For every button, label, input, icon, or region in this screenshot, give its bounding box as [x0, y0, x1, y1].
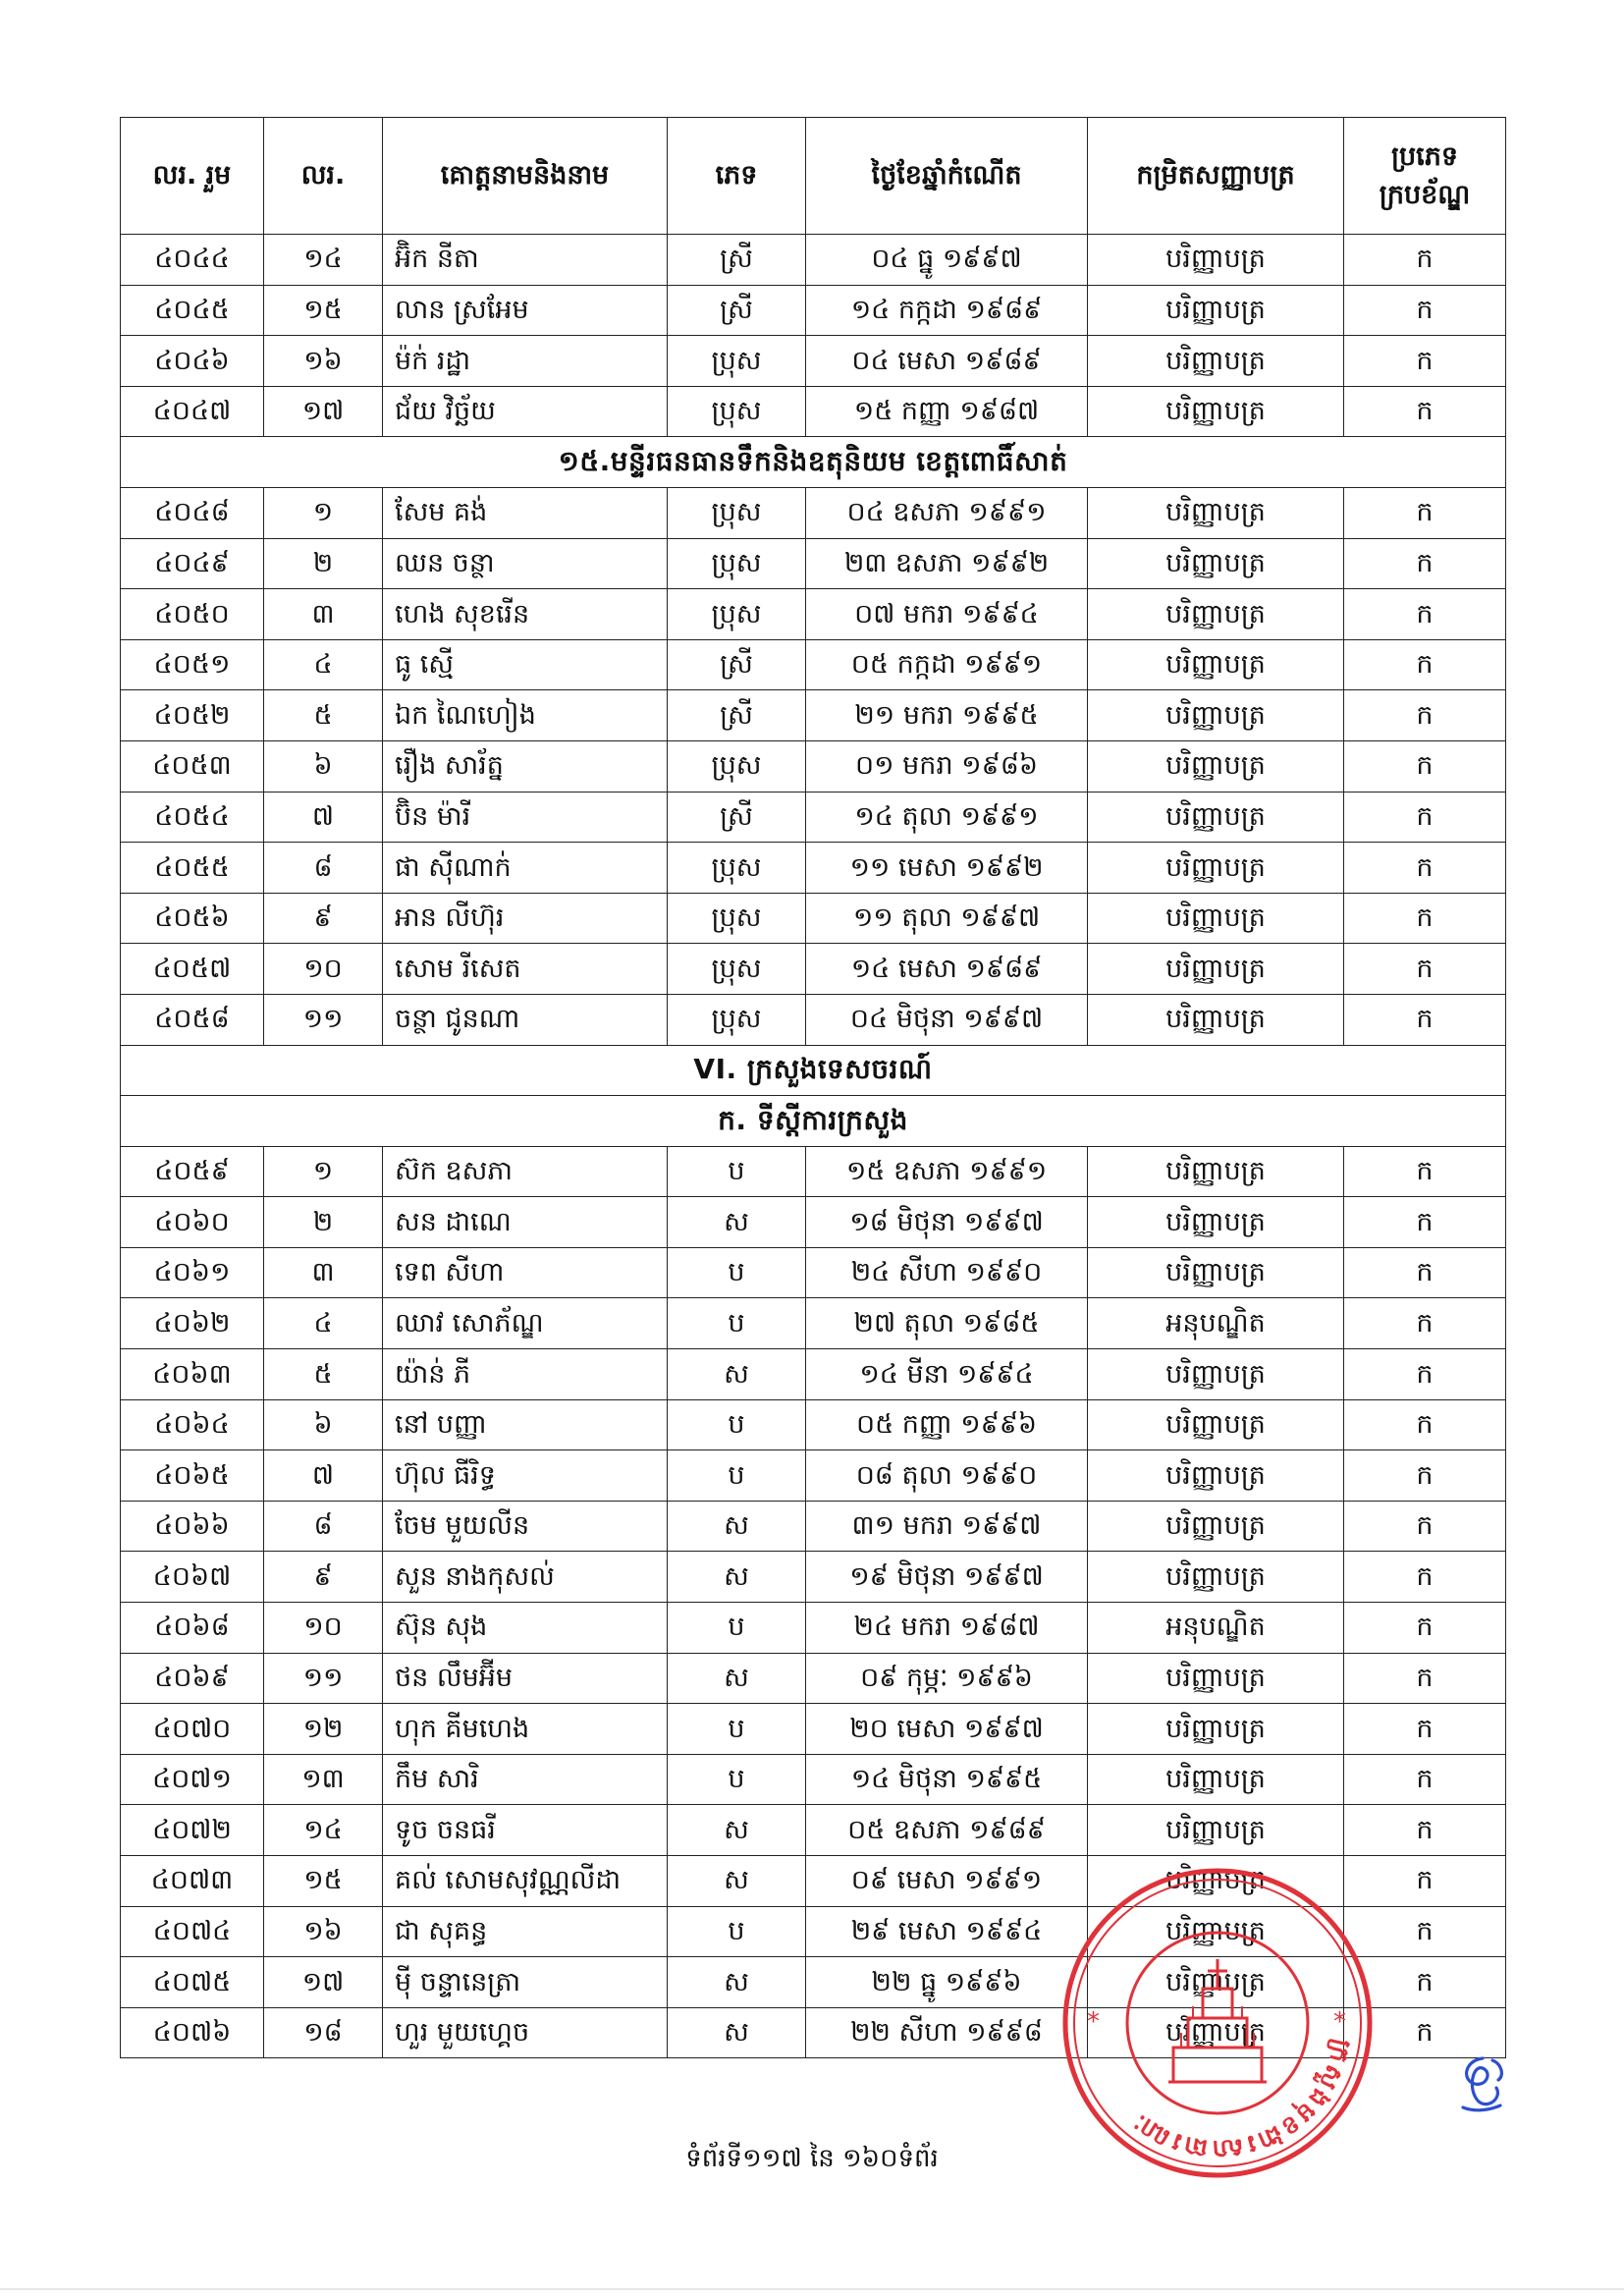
degree-cell: បរិញ្ញាបត្រ: [1088, 1856, 1344, 1907]
total-number-cell: ៤០៦៤: [121, 1399, 264, 1450]
number-cell: ១៥: [264, 1856, 383, 1907]
name-cell: ទូច ចនធរី: [383, 1805, 668, 1856]
name-cell: ស៊ក ឧសភា: [383, 1146, 668, 1197]
name-cell: ថន លឹមអ៊ីម: [383, 1653, 668, 1704]
name-cell: ម៉ក់ រដ្ឋា: [383, 336, 668, 387]
table-header-row: [121, 118, 1506, 235]
dob-cell: ២២ ធ្នូ ១៩៩៦: [806, 1957, 1088, 2008]
name-cell: អ៊ិក នីតា: [383, 235, 668, 286]
total-number-cell: ៤០៥១: [121, 639, 264, 690]
table-row: [121, 1805, 1506, 1856]
framework-cell: ក: [1344, 1247, 1506, 1298]
framework-cell: ក: [1344, 1957, 1506, 2008]
dob-cell: ៣១ មករា ១៩៩៧: [806, 1501, 1088, 1552]
framework-cell: ក: [1344, 1552, 1506, 1603]
name-cell: នៅ បញ្ញា: [383, 1399, 668, 1450]
dob-cell: ០៩ កុម្ភៈ ១៩៩៦: [806, 1653, 1088, 1704]
total-number-cell: ៤០៥៣: [121, 740, 264, 792]
name-cell: ធូ ស្មើ: [383, 639, 668, 690]
table-row: [121, 740, 1506, 792]
svg-text:*: *: [1087, 2007, 1100, 2037]
name-cell: ស៊ុន សុង: [383, 1603, 668, 1654]
degree-cell: បរិញ្ញាបត្រ: [1088, 235, 1344, 286]
framework-cell: ក: [1344, 589, 1506, 640]
number-cell: ៥: [264, 690, 383, 741]
framework-cell: ក: [1344, 2007, 1506, 2058]
name-cell: គល់ សោមសុវណ្ណលីដា: [383, 1856, 668, 1907]
total-number-cell: ៤០៤៤: [121, 235, 264, 286]
number-cell: ៦: [264, 740, 383, 792]
gender-cell: ប្រុស: [668, 740, 806, 792]
table-row: [121, 1197, 1506, 1248]
header-date-of-birth: ថ្ងៃខែឆ្នាំកំណើត: [806, 118, 1088, 235]
total-number-cell: ៤០៤៨: [121, 487, 264, 538]
dob-cell: ០៤ មិថុនា ១៩៩៧: [806, 994, 1088, 1045]
framework-cell: ក: [1344, 386, 1506, 437]
table-body: [121, 235, 1506, 2058]
number-cell: ៥: [264, 1349, 383, 1400]
table-row: [121, 1298, 1506, 1349]
degree-cell: អនុបណ្ឌិត: [1088, 1603, 1344, 1654]
header-framework-type: ប្រភេទក្របខ័ណ្ឌ: [1344, 118, 1506, 235]
number-cell: ២: [264, 538, 383, 589]
table-row: [121, 1653, 1506, 1704]
table-row: [121, 336, 1506, 387]
page-number: ទំព័រទី១១៧ នៃ ១៦០ទំព័រ: [685, 2144, 939, 2173]
number-cell: ១០: [264, 1603, 383, 1654]
number-cell: ៩: [264, 893, 383, 944]
number-cell: ៧: [264, 792, 383, 843]
signature-mark: [1453, 2050, 1512, 2119]
name-cell: ជា សុគន្ធ: [383, 1906, 668, 1957]
framework-cell: ក: [1344, 1298, 1506, 1349]
number-cell: ១០: [264, 944, 383, 995]
dob-cell: ២៤ សីហា ១៩៩០: [806, 1247, 1088, 1298]
total-number-cell: ៤០៥៥: [121, 843, 264, 894]
degree-cell: បរិញ្ញាបត្រ: [1088, 1805, 1344, 1856]
name-cell: ហ៊ុល ធីរិទ្ធ: [383, 1450, 668, 1502]
gender-cell: ស: [668, 1197, 806, 1248]
gender-cell: ស: [668, 1856, 806, 1907]
gender-cell: ស: [668, 1653, 806, 1704]
name-cell: ឈាវ សោភ័ណ្ឌ: [383, 1298, 668, 1349]
dob-cell: ២៧ តុលា ១៩៨៥: [806, 1298, 1088, 1349]
gender-cell: ប: [668, 1704, 806, 1755]
header-full-name: គោត្តនាមនិងនាម: [383, 118, 668, 235]
table-row: [121, 487, 1506, 538]
total-number-cell: ៤០៥៤: [121, 792, 264, 843]
gender-cell: ប: [668, 1399, 806, 1450]
gender-cell: ប: [668, 1146, 806, 1197]
degree-cell: បរិញ្ញាបត្រ: [1088, 336, 1344, 387]
table-row: [121, 690, 1506, 741]
degree-cell: បរិញ្ញាបត្រ: [1088, 639, 1344, 690]
framework-cell: ក: [1344, 1704, 1506, 1755]
framework-cell: ក: [1344, 1653, 1506, 1704]
number-cell: ៩: [264, 1552, 383, 1603]
table-row: [121, 1754, 1506, 1805]
stamp-text: ក្រសួងមុខងារសាធារណៈ: [1125, 2036, 1358, 2164]
number-cell: ១៨: [264, 2007, 383, 2058]
table-row: [121, 538, 1506, 589]
number-cell: ៤: [264, 1298, 383, 1349]
number-cell: ១: [264, 1146, 383, 1197]
total-number-cell: ៤០៥៩: [121, 1146, 264, 1197]
framework-cell: ក: [1344, 235, 1506, 286]
total-number-cell: ៤០៧៤: [121, 1906, 264, 1957]
total-number-cell: ៤០៧១: [121, 1754, 264, 1805]
table-row: [121, 792, 1506, 843]
degree-cell: បរិញ្ញាបត្រ: [1088, 893, 1344, 944]
number-cell: ១៥: [264, 285, 383, 336]
degree-cell: បរិញ្ញាបត្រ: [1088, 1906, 1344, 1957]
gender-cell: ប: [668, 1754, 806, 1805]
framework-cell: ក: [1344, 792, 1506, 843]
total-number-cell: ៤០៥២: [121, 690, 264, 741]
name-cell: សន ដាណេ: [383, 1197, 668, 1248]
framework-cell: ក: [1344, 843, 1506, 894]
table-row: [121, 944, 1506, 995]
degree-cell: បរិញ្ញាបត្រ: [1088, 1146, 1344, 1197]
dob-cell: ១៥ ឧសភា ១៩៩១: [806, 1146, 1088, 1197]
degree-cell: បរិញ្ញាបត្រ: [1088, 487, 1344, 538]
header-degree-level: កម្រិតសញ្ញាបត្រ: [1088, 118, 1344, 235]
table-row: [121, 589, 1506, 640]
personnel-table: [120, 117, 1506, 2058]
number-cell: ១២: [264, 1704, 383, 1755]
degree-cell: បរិញ្ញាបត្រ: [1088, 589, 1344, 640]
name-cell: ផា ស៊ីណាក់: [383, 843, 668, 894]
number-cell: ៣: [264, 589, 383, 640]
gender-cell: ស: [668, 1552, 806, 1603]
gender-cell: ស្រី: [668, 285, 806, 336]
section-row: [121, 437, 1506, 488]
total-number-cell: ៤០៦៦: [121, 1501, 264, 1552]
total-number-cell: ៤០៤៦: [121, 336, 264, 387]
dob-cell: ១១ មេសា ១៩៩២: [806, 843, 1088, 894]
dob-cell: ១៥ កញ្ញា ១៩៨៧: [806, 386, 1088, 437]
table-row: [121, 1399, 1506, 1450]
total-number-cell: ៤០៥០: [121, 589, 264, 640]
number-cell: ៤: [264, 639, 383, 690]
name-cell: លាន ស្រអែម: [383, 285, 668, 336]
name-cell: ហួរ មួយហ្គេច: [383, 2007, 668, 2058]
total-number-cell: ៤០៥៨: [121, 994, 264, 1045]
framework-cell: ក: [1344, 1754, 1506, 1805]
name-cell: ហេង សុខរើន: [383, 589, 668, 640]
total-number-cell: ៤០៤៥: [121, 285, 264, 336]
degree-cell: បរិញ្ញាបត្រ: [1088, 1399, 1344, 1450]
name-cell: ឯក ណៃហៀង: [383, 690, 668, 741]
degree-cell: បរិញ្ញាបត្រ: [1088, 792, 1344, 843]
number-cell: ១៣: [264, 1754, 383, 1805]
table-row: [121, 639, 1506, 690]
degree-cell: បរិញ្ញាបត្រ: [1088, 1704, 1344, 1755]
dob-cell: ១៤ តុលា ១៩៩១: [806, 792, 1088, 843]
number-cell: ៨: [264, 843, 383, 894]
dob-cell: ០៤ ធ្នូ ១៩៩៧: [806, 235, 1088, 286]
framework-cell: ក: [1344, 893, 1506, 944]
number-cell: ១៤: [264, 1805, 383, 1856]
number-cell: ១១: [264, 994, 383, 1045]
degree-cell: បរិញ្ញាបត្រ: [1088, 690, 1344, 741]
framework-cell: ក: [1344, 1501, 1506, 1552]
dob-cell: ០៧ មករា ១៩៩៤: [806, 589, 1088, 640]
framework-cell: ក: [1344, 1805, 1506, 1856]
table-row: [121, 386, 1506, 437]
gender-cell: ស្រី: [668, 792, 806, 843]
dob-cell: ២០ មេសា ១៩៩៧: [806, 1704, 1088, 1755]
number-cell: ៣: [264, 1247, 383, 1298]
degree-cell: អនុបណ្ឌិត: [1088, 1298, 1344, 1349]
svg-text:*: *: [1333, 2007, 1346, 2037]
framework-cell: ក: [1344, 639, 1506, 690]
framework-cell: ក: [1344, 487, 1506, 538]
name-cell: សោម រីសេត: [383, 944, 668, 995]
dob-cell: ០៥ ឧសភា ១៩៨៩: [806, 1805, 1088, 1856]
gender-cell: ស: [668, 1957, 806, 2008]
number-cell: ១៤: [264, 235, 383, 286]
number-cell: ២: [264, 1197, 383, 1248]
dob-cell: ០១ មករា ១៩៨៦: [806, 740, 1088, 792]
table-row: [121, 1450, 1506, 1502]
dob-cell: ២១ មករា ១៩៩៥: [806, 690, 1088, 741]
total-number-cell: ៤០៦០: [121, 1197, 264, 1248]
table-row: [121, 235, 1506, 286]
degree-cell: បរិញ្ញាបត្រ: [1088, 1501, 1344, 1552]
header-total-number: លរ. រួម: [121, 118, 264, 235]
gender-cell: ប្រុស: [668, 386, 806, 437]
table-row: [121, 1146, 1506, 1197]
framework-cell: ក: [1344, 1399, 1506, 1450]
name-cell: ម៉ី ចន្ទានេត្រា: [383, 1957, 668, 2008]
framework-cell: ក: [1344, 538, 1506, 589]
table-row: [121, 1349, 1506, 1400]
gender-cell: ស្រី: [668, 639, 806, 690]
dob-cell: ២២ សីហា ១៩៩៨: [806, 2007, 1088, 2058]
framework-cell: ក: [1344, 740, 1506, 792]
number-cell: ៧: [264, 1450, 383, 1502]
degree-cell: បរិញ្ញាបត្រ: [1088, 2007, 1344, 2058]
table-row: [121, 1704, 1506, 1755]
table-row: [121, 994, 1506, 1045]
framework-cell: ក: [1344, 1197, 1506, 1248]
gender-cell: ស្រី: [668, 690, 806, 741]
total-number-cell: ៤០៦១: [121, 1247, 264, 1298]
gender-cell: ប្រុស: [668, 843, 806, 894]
dob-cell: ១៤ មេសា ១៩៨៩: [806, 944, 1088, 995]
number-cell: ៨: [264, 1501, 383, 1552]
table-row: [121, 1603, 1506, 1654]
dob-cell: ១៤ មិថុនា ១៩៩៥: [806, 1754, 1088, 1805]
framework-cell: ក: [1344, 1906, 1506, 1957]
gender-cell: ប្រុស: [668, 893, 806, 944]
degree-cell: បរិញ្ញាបត្រ: [1088, 538, 1344, 589]
number-cell: ១៧: [264, 386, 383, 437]
degree-cell: បរិញ្ញាបត្រ: [1088, 944, 1344, 995]
name-cell: ទេព សីហា: [383, 1247, 668, 1298]
dob-cell: ១១ តុលា ១៩៩៧: [806, 893, 1088, 944]
number-cell: ១៦: [264, 336, 383, 387]
dob-cell: ០៤ មេសា ១៩៨៩: [806, 336, 1088, 387]
degree-cell: បរិញ្ញាបត្រ: [1088, 1349, 1344, 1400]
dob-cell: ០៥ កញ្ញា ១៩៩៦: [806, 1399, 1088, 1450]
number-cell: ១: [264, 487, 383, 538]
name-cell: ឈន ចន្ថា: [383, 538, 668, 589]
gender-cell: ប: [668, 1603, 806, 1654]
dob-cell: ០៥ កក្កដា ១៩៩១: [806, 639, 1088, 690]
gender-cell: ប: [668, 1298, 806, 1349]
framework-cell: ក: [1344, 336, 1506, 387]
dob-cell: ២៩ មេសា ១៩៩៤: [806, 1906, 1088, 1957]
dob-cell: ១៤ កក្កដា ១៩៨៩: [806, 285, 1088, 336]
gender-cell: ប្រុស: [668, 336, 806, 387]
degree-cell: បរិញ្ញាបត្រ: [1088, 386, 1344, 437]
dob-cell: ១៩ មិថុនា ១៩៩៧: [806, 1552, 1088, 1603]
framework-cell: ក: [1344, 994, 1506, 1045]
official-stamp: [1056, 1861, 1380, 2185]
table-row: [121, 1501, 1506, 1552]
gender-cell: ស: [668, 1501, 806, 1552]
degree-cell: បរិញ្ញាបត្រ: [1088, 1247, 1344, 1298]
degree-cell: បរិញ្ញាបត្រ: [1088, 1197, 1344, 1248]
section-title: ១៥.មន្ទីរធនធានទឹកនិងឧតុនិយម ខេត្តពោធិ៍សាត់: [121, 437, 1506, 488]
degree-cell: បរិញ្ញាបត្រ: [1088, 1653, 1344, 1704]
framework-cell: ក: [1344, 1603, 1506, 1654]
gender-cell: ប្រុស: [668, 538, 806, 589]
gender-cell: ប: [668, 1906, 806, 1957]
framework-cell: ក: [1344, 1856, 1506, 1907]
total-number-cell: ៤០៧៣: [121, 1856, 264, 1907]
dob-cell: ២៤ មករា ១៩៨៧: [806, 1603, 1088, 1654]
framework-cell: ក: [1344, 1450, 1506, 1502]
framework-cell: ក: [1344, 944, 1506, 995]
number-cell: ១១: [264, 1653, 383, 1704]
dob-cell: ០៨ តុលា ១៩៩០: [806, 1450, 1088, 1502]
name-cell: ជ័យ វិច្ឆ័យ: [383, 386, 668, 437]
number-cell: ៦: [264, 1399, 383, 1450]
section-title: VI. ក្រសួងទេសចរណ៍: [121, 1045, 1506, 1096]
name-cell: ចែម មួយលីន: [383, 1501, 668, 1552]
header-gender: ភេទ: [668, 118, 806, 235]
gender-cell: ស: [668, 1349, 806, 1400]
framework-cell: ក: [1344, 1349, 1506, 1400]
degree-cell: បរិញ្ញាបត្រ: [1088, 994, 1344, 1045]
total-number-cell: ៤០៤៩: [121, 538, 264, 589]
total-number-cell: ៤០៧២: [121, 1805, 264, 1856]
section-row: [121, 1045, 1506, 1096]
gender-cell: ប្រុស: [668, 944, 806, 995]
total-number-cell: ៤០៥៦: [121, 893, 264, 944]
gender-cell: ប្រុស: [668, 589, 806, 640]
total-number-cell: ៤០៧៥: [121, 1957, 264, 2008]
header-number: លរ.: [264, 118, 383, 235]
gender-cell: ប្រុស: [668, 487, 806, 538]
dob-cell: ០៩ មេសា ១៩៩១: [806, 1856, 1088, 1907]
degree-cell: បរិញ្ញាបត្រ: [1088, 1957, 1344, 2008]
framework-cell: ក: [1344, 690, 1506, 741]
total-number-cell: ៤០៦២: [121, 1298, 264, 1349]
table-row: [121, 285, 1506, 336]
dob-cell: ១៤ មីនា ១៩៩៤: [806, 1349, 1088, 1400]
name-cell: កឹម សារិ: [383, 1754, 668, 1805]
degree-cell: បរិញ្ញាបត្រ: [1088, 1552, 1344, 1603]
degree-cell: បរិញ្ញាបត្រ: [1088, 1754, 1344, 1805]
total-number-cell: ៤០៦៨: [121, 1603, 264, 1654]
degree-cell: បរិញ្ញាបត្រ: [1088, 285, 1344, 336]
gender-cell: ស: [668, 2007, 806, 2058]
table-row: [121, 843, 1506, 894]
total-number-cell: ៤០៤៧: [121, 386, 264, 437]
total-number-cell: ៤០៦៣: [121, 1349, 264, 1400]
table-row: [121, 1247, 1506, 1298]
degree-cell: បរិញ្ញាបត្រ: [1088, 1450, 1344, 1502]
total-number-cell: ៤០៥៧: [121, 944, 264, 995]
gender-cell: ស: [668, 1805, 806, 1856]
name-cell: អាន លីហ៊ុរ: [383, 893, 668, 944]
total-number-cell: ៤០៦៧: [121, 1552, 264, 1603]
number-cell: ១៧: [264, 1957, 383, 2008]
section-title: ក. ទីស្តីការក្រសួង: [121, 1096, 1506, 1147]
table-row: [121, 893, 1506, 944]
gender-cell: ស្រី: [668, 235, 806, 286]
dob-cell: ០៤ ឧសភា ១៩៩១: [806, 487, 1088, 538]
total-number-cell: ៤០៦៩: [121, 1653, 264, 1704]
name-cell: ប៊ិន ម៉ារី: [383, 792, 668, 843]
number-cell: ១៦: [264, 1906, 383, 1957]
name-cell: រឿង សារ័ត្ន: [383, 740, 668, 792]
name-cell: ចន្ថា ជូនណា: [383, 994, 668, 1045]
degree-cell: បរិញ្ញាបត្រ: [1088, 740, 1344, 792]
dob-cell: ១៨ មិថុនា ១៩៩៧: [806, 1197, 1088, 1248]
name-cell: សួន នាងកុសល់: [383, 1552, 668, 1603]
name-cell: យ៉ាន់ ភី: [383, 1349, 668, 1400]
table-row: [121, 1552, 1506, 1603]
gender-cell: ប: [668, 1247, 806, 1298]
gender-cell: ប្រុស: [668, 994, 806, 1045]
name-cell: សែម គង់: [383, 487, 668, 538]
degree-cell: បរិញ្ញាបត្រ: [1088, 843, 1344, 894]
total-number-cell: ៤០៧០: [121, 1704, 264, 1755]
section-row: [121, 1096, 1506, 1147]
framework-cell: ក: [1344, 285, 1506, 336]
dob-cell: ២៣ ឧសភា ១៩៩២: [806, 538, 1088, 589]
total-number-cell: ៤០៧៦: [121, 2007, 264, 2058]
gender-cell: ប: [668, 1450, 806, 1502]
bottom-divider: [0, 2288, 1624, 2290]
total-number-cell: ៤០៦៥: [121, 1450, 264, 1502]
framework-cell: ក: [1344, 1146, 1506, 1197]
name-cell: ហុក គីមហេង: [383, 1704, 668, 1755]
